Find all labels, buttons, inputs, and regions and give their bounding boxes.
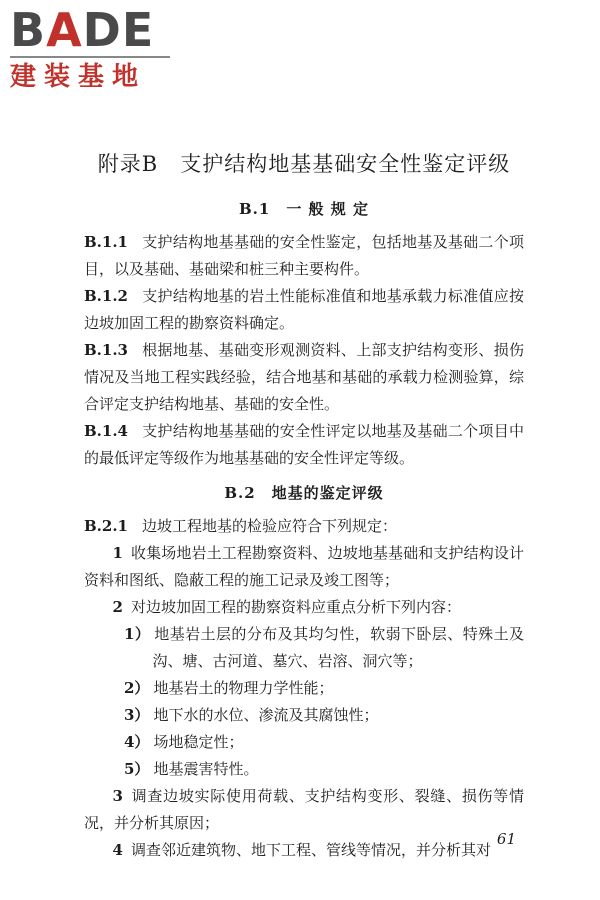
clause-b-2-1: B.2.1 边坡工程地基的检验应符合下列规定： — [84, 517, 398, 535]
list-item: 3 调查边坡实际使用荷载、支护结构变形、裂缝、损伤等情况，并分析其原因； — [84, 787, 524, 832]
logo — [10, 3, 185, 92]
document-body — [84, 142, 524, 864]
clause-b-1-3: B.1.3 根据地基、基础变形观测资料、上部支护结构变形、损伤情况及当地工程实践经验，结合地基和基础的承载力检测验算，综合评定支护结构地基、基础的安全性。 — [84, 341, 524, 413]
logo-wordmark: BADE — [10, 3, 155, 57]
sub-list-item: 4） 场地稳定性； — [124, 733, 244, 751]
logo-subtitle: 建装基地 — [10, 62, 147, 92]
sub-list-item: 1） 地基岩土层的分布及其均匀性，软弱下卧层、特殊土及沟、塘、古河道、墓穴、岩溶、洞穴等； — [124, 625, 524, 670]
list-item: 2 对边坡加固工程的勘察资料应重点分析下列内容： — [112, 598, 461, 616]
page-number: 61 — [496, 830, 516, 848]
list-item: 4 调查邻近建筑物、地下工程、管线等情况，并分析其对 — [112, 841, 491, 859]
section-heading-b1: B.1 一 般 规 定 — [238, 200, 369, 218]
clause-b-1-4: B.1.4 支护结构地基基础的安全性评定以地基及基础二个项目中的最低评定等级作为地基基础的安全性评定等级。 — [84, 422, 524, 467]
sub-list-item: 3） 地下水的水位、渗流及其腐蚀性； — [124, 706, 379, 724]
clause-b-1-1: B.1.1 支护结构地基基础的安全性鉴定，包括地基及基础二个项目，以及基础、基础梁和桩三种主要构件。 — [84, 233, 524, 278]
clause-b-1-2: B.1.2 支护结构地基的岩土性能标准值和地基承载力标准值应按边坡加固工程的勘察资料确定。 — [84, 287, 524, 332]
page-title: 附录B 支护结构地基基础安全性鉴定评级 — [97, 152, 511, 176]
section-heading-b2: B.2 地基的鉴定评级 — [224, 484, 384, 502]
sub-list-item: 2） 地基岩土的物理力学性能； — [124, 679, 334, 697]
sub-list-item: 5） 地基震害特性。 — [124, 760, 259, 778]
list-item: 1 收集场地岩土工程勘察资料、边坡地基基础和支护结构设计资料和图纸、隐蔽工程的施工记录及竣工图等； — [84, 544, 524, 589]
